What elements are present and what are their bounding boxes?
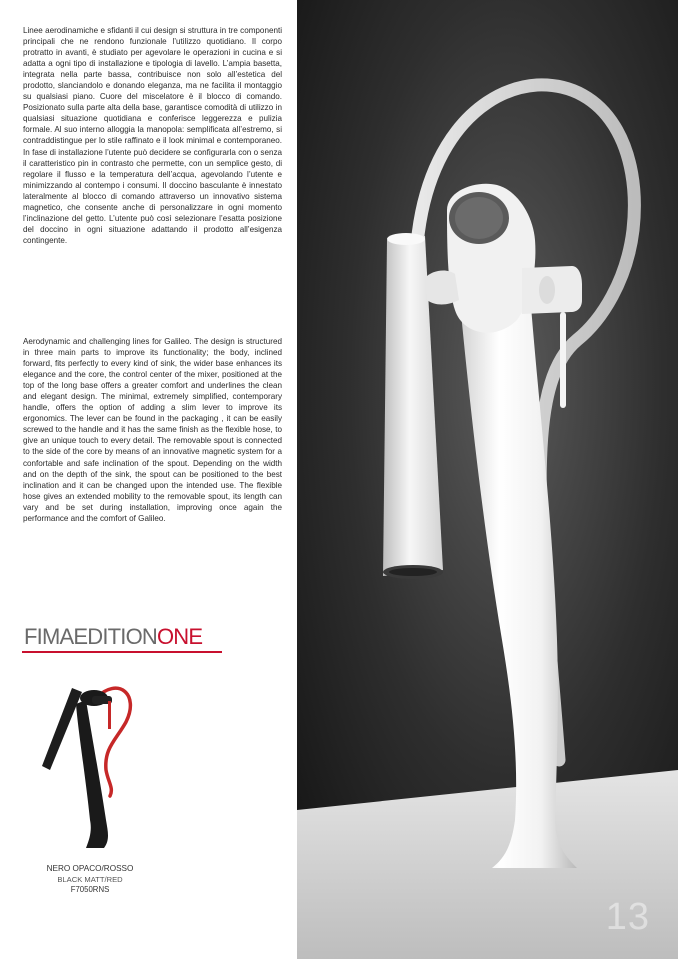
finish-italian: NERO OPACO/ROSSO: [46, 864, 134, 873]
page-number: 13: [605, 896, 650, 938]
faucet-illustration: [297, 0, 678, 959]
brand-part-one: ONE: [156, 624, 203, 649]
black-red-faucet-image: [30, 670, 140, 855]
text-column: [0, 0, 297, 959]
finish-english: BLACK MATT/RED: [57, 874, 123, 884]
brand-part-fima: FIMA: [24, 624, 74, 649]
brand-part-edition: EDITION: [73, 624, 157, 649]
italian-description: Linee aerodinamiche e sfidanti il cui design si struttura in tre componenti principali che ne rendono funzionale l’utilizzo quotidiano. Il corpo protratto in avanti, è studiato per agevolare le operazioni in cucina e si adatta a ogni tipo di installazione e tipologia di lavello. L’ampia basetta, integrata nella parte bassa, contribuisce non solo all’estetica del prodotto, slanciandolo e donando eleganza, ma ne facilita il montaggio su qualsiasi piano. Cuore del miscelatore è il blocco di comando. Posizionato sulla parte alta della base, garantisce comodità di utilizzo in qualsiasi situazione quotidiana e conferisce leggerezza e pulizia formale. Al suo interno alloggia la manopola: semplificata all’estremo, si contraddistingue per lo stile raffinato e il look minimal e contemporaneo. In fase di installazione l’utente può decidere se configurarla con o senza il caratteristico pin in contrasto che permette, con un semplice gesto, di regolare il flusso e la temperatura dell’acqua, agevolando l’utente e minimizzando al contempo i consumi. Il doccino basculante è innestato lateralmente al blocco di comando attraverso un innovativo sistema magnetico, che consente anche di personalizzare in ogni momento l’inclinazione del getto. L’utente può così selezionare l’esatta posizione del doccino in ogni situazione adattando il prodotto all’esigenza contingente.: [23, 26, 282, 245]
product-caption: [20, 864, 160, 896]
product-code: F7050RNS: [70, 885, 110, 894]
english-description: Aerodynamic and challenging lines for Galileo. The design is structured in three main parts to improve its functionality; the body, inclined forward, fits perfectly to every kind of sink, the wider base enhances its elegance and the core, the control center of the mixer, positioned at the top of the long base offers a greater comfort and underlines the clean and elegant design. The minimal, extremely simplified, contemporary handle, offers the option of adding a slim lever to improve its ergonomics. The lever can be found in the packaging , it can be easily screwed to the handle and it has the same finish as the flexible hose, to give an unique touch to every detail. The removable spout is connected to the side of the core by means of an innovative magnetic system for a confortable and safe inclination of the spout. Depending on the width and on the depth of the sink, the spout can be positioned to the best inclination and it can be changed upon the intended use. The flexible hose gives an extended mobility to the removable spout, its length can vary and be set during installation, improving once again the performance and the comfort of Galileo.: [23, 337, 282, 523]
brand-logo-fima-edition-one: [24, 624, 222, 650]
white-faucet-photo: [297, 0, 678, 959]
brand-underline: [22, 651, 222, 653]
